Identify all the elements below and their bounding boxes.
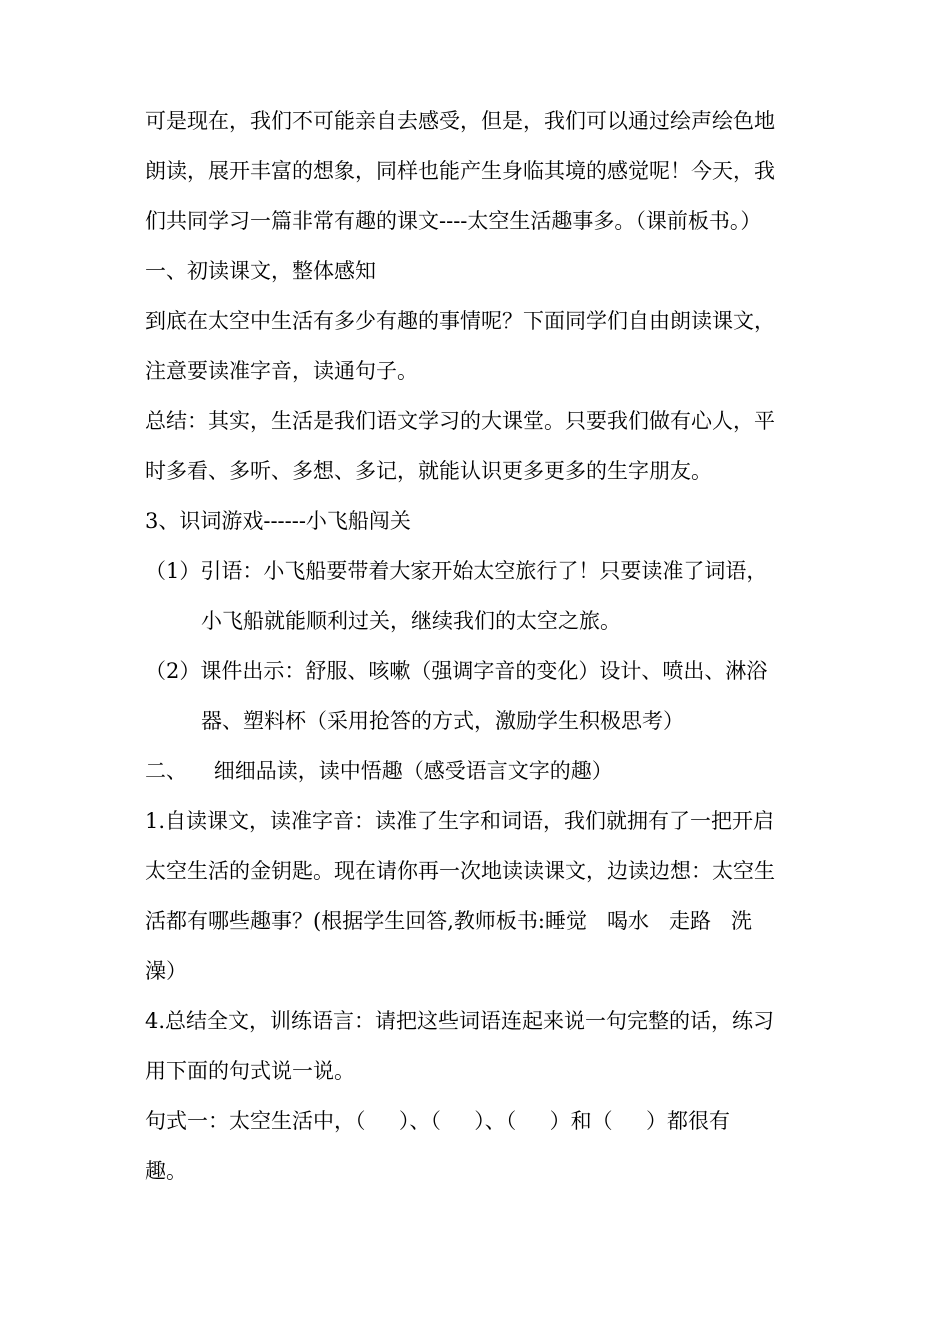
text-line: 趣。 <box>145 1159 187 1183</box>
text-line: 到底在太空中生活有多少有趣的事情呢？下面同学们自由朗读课文， <box>145 309 775 333</box>
list-item-continued: 小飞船就能顺利过关，继续我们的太空之旅。 <box>201 609 621 633</box>
text-line: 朗读，展开丰富的想象，同样也能产生身临其境的感觉呢！今天，我 <box>145 159 775 183</box>
list-item-continued: 器、塑料杯（采用抢答的方式，激励学生积极思考） <box>201 709 684 733</box>
text-line: 1.自读课文，读准字音：读准了生字和词语，我们就拥有了一把开启 <box>145 809 775 833</box>
section-heading: 二、 细细品读，读中悟趣（感受语言文字的趣） <box>145 759 613 783</box>
section-heading: 一、初读课文，整体感知 <box>145 259 376 283</box>
text-line: 4.总结全文，训练语言：请把这些词语连起来说一句完整的话，练习 <box>145 1009 775 1033</box>
text-line: 句式一：太空生活中，（ ）、（ ）、（ ）和（ ）都很有 <box>145 1109 731 1133</box>
text-line: 用下面的句式说一说。 <box>145 1059 355 1083</box>
text-line: 总结：其实，生活是我们语文学习的大课堂。只要我们做有心人，平 <box>145 409 775 433</box>
text-line: 们共同学习一篇非常有趣的课文----太空生活趣事多。（课前板书。） <box>145 209 762 233</box>
text-line: 可是现在，我们不可能亲自去感受，但是，我们可以通过绘声绘色地 <box>145 109 775 133</box>
text-line: 注意要读准字音，读通句子。 <box>145 359 418 383</box>
text-line: 时多看、多听、多想、多记，就能认识更多更多的生字朋友。 <box>145 459 712 483</box>
list-item: （2）课件出示：舒服、咳嗽（强调字音的变化）设计、喷出、淋浴 <box>145 659 768 683</box>
list-item: （1）引语：小飞船要带着大家开始太空旅行了！只要读准了词语， <box>145 559 768 583</box>
text-line: 太空生活的金钥匙。现在请你再一次地读读课文，边读边想：太空生 <box>145 859 775 883</box>
text-line: 澡） <box>145 959 187 983</box>
text-line: 活都有哪些趣事？(根据学生回答,教师板书:睡觉 喝水 走路 洗 <box>145 909 753 933</box>
subsection-heading: 3、识词游戏------小飞船闯关 <box>145 509 411 533</box>
